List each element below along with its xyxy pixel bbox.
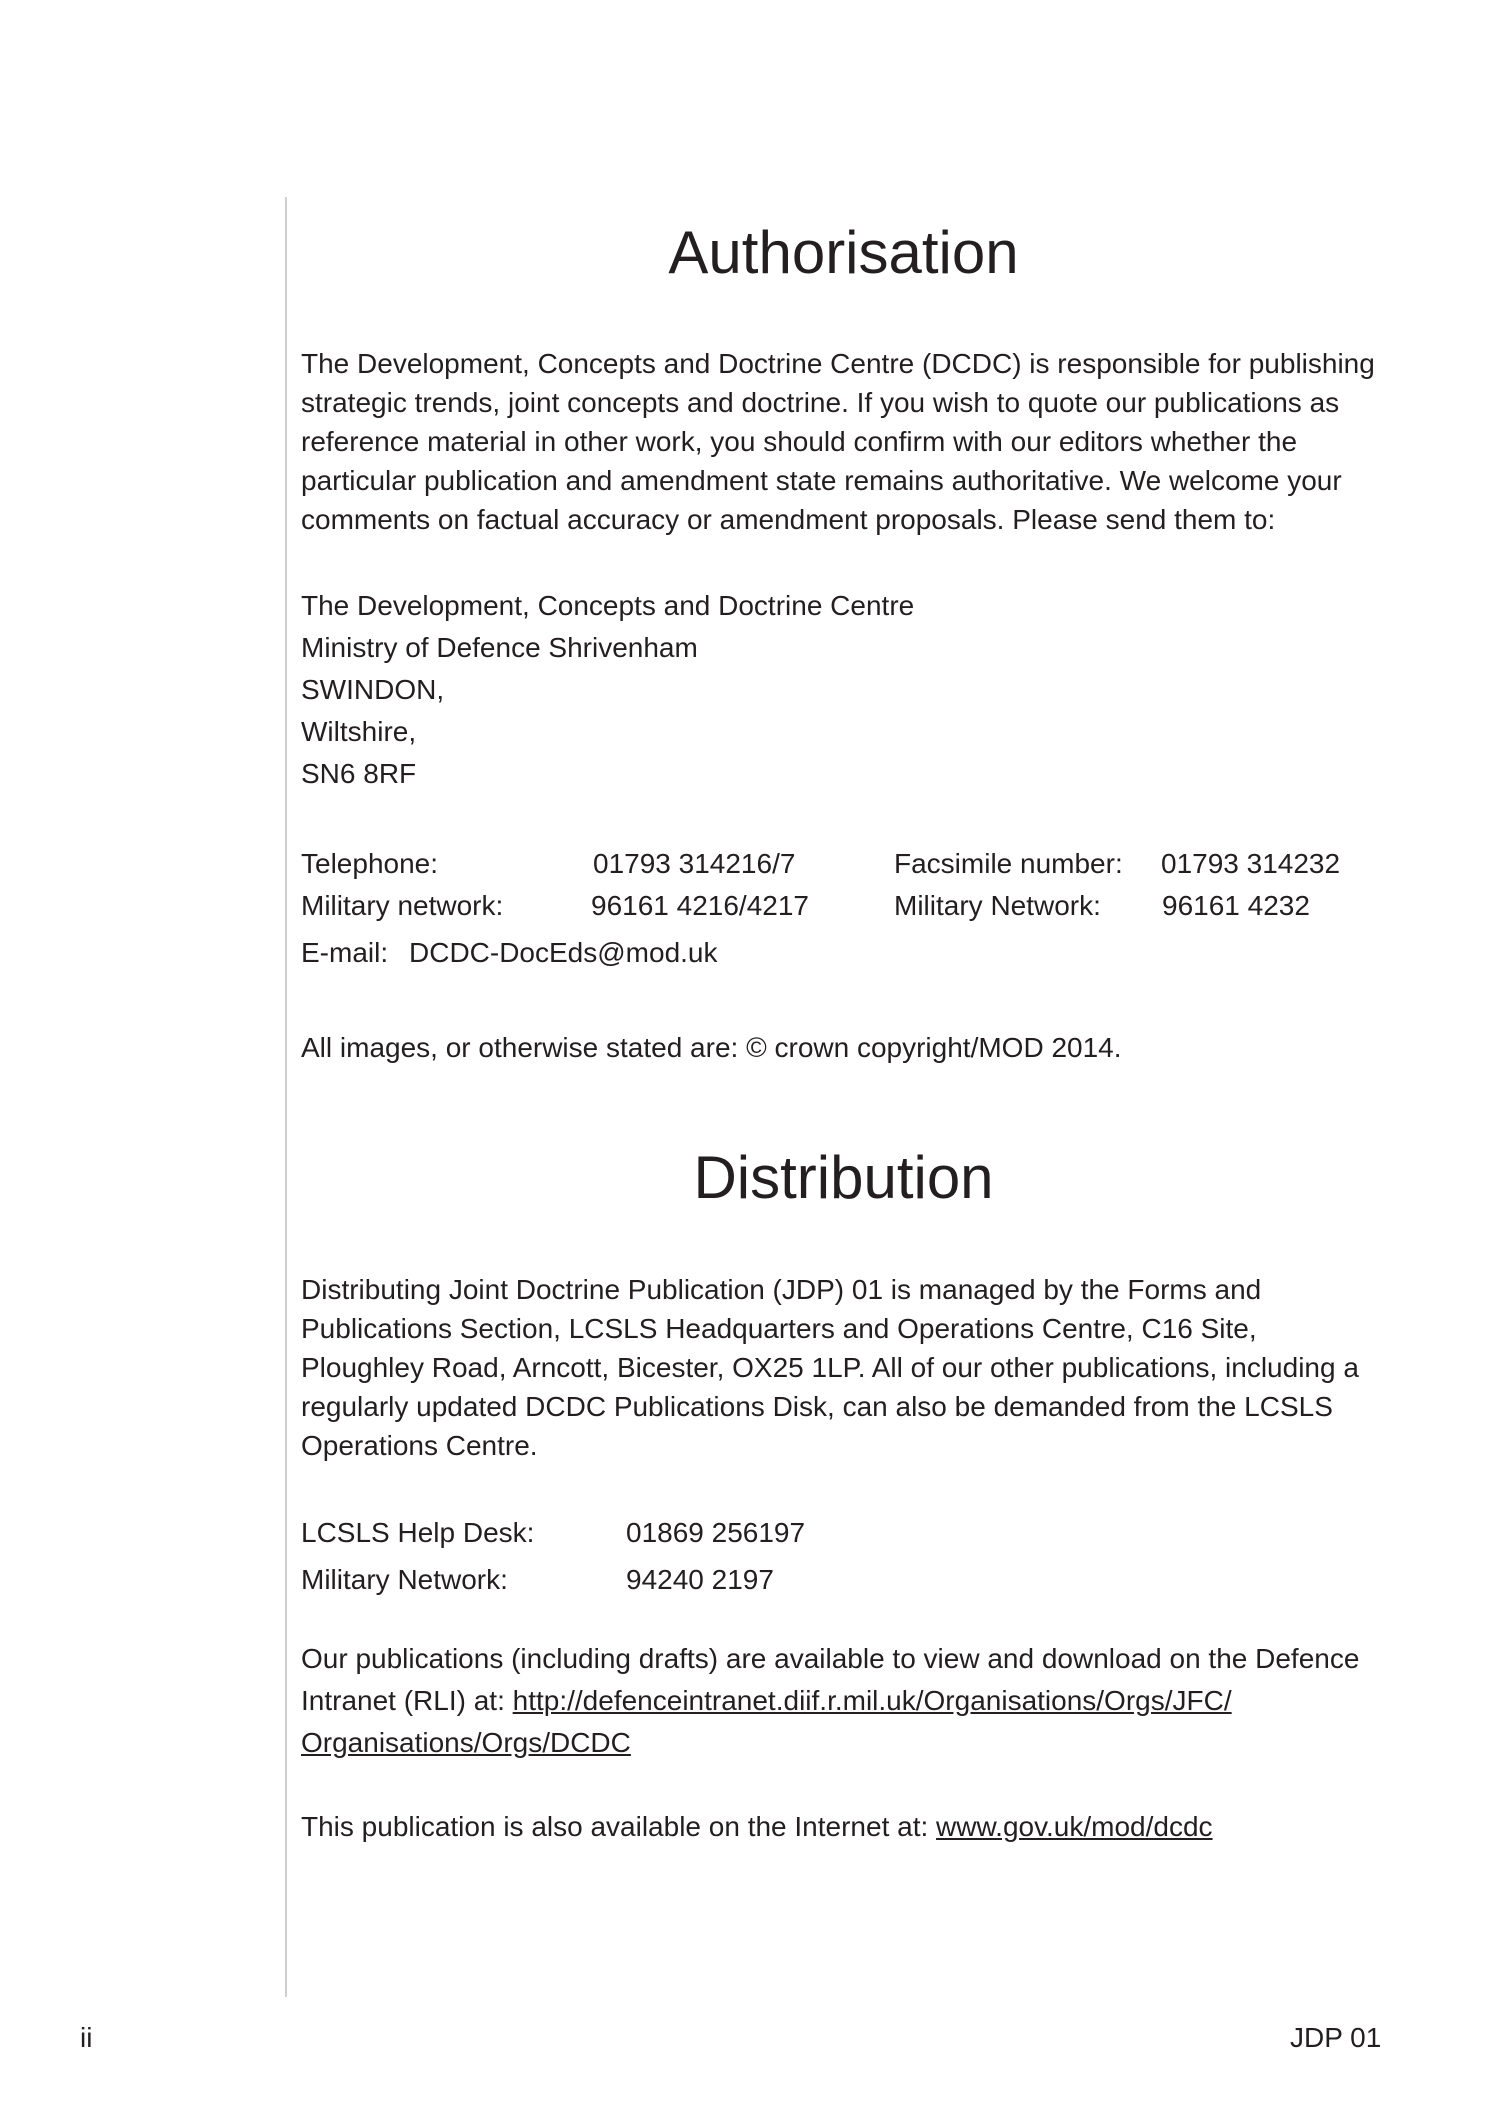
intranet-link-continued[interactable]: Organisations/Orgs/DCDC: [301, 1727, 631, 1758]
email-value: DCDC-DocEds@mod.uk: [409, 937, 718, 968]
address-line: Wiltshire,: [301, 716, 417, 747]
telephone-value: 01793 314216/7: [593, 848, 796, 879]
fax-military-value: 96161 4232: [1162, 890, 1310, 921]
intranet-text: Our publications (including drafts) are available to view and download on the Defence Intranet (RLI) at:: [301, 1643, 1360, 1716]
distribution-intro: Distributing Joint Doctrine Publication (JDP) 01 is managed by the Forms and Publications Section, LCSLS Headquarters and Operations Centre, C16 Site, Ploughley Road, Arncott, Bicester, OX25 1LP. All of our other publications, including a regularly updated DCDC Publications Disk, can also be demanded from the LCSLS Operations Centre.: [301, 1274, 1359, 1461]
distribution-heading: Distribution: [693, 1144, 994, 1211]
internet-text: This publication is also available on the Internet at:: [301, 1811, 937, 1842]
military-network-label: Military network:: [301, 890, 504, 921]
telephone-label: Telephone:: [301, 848, 439, 879]
document-id: JDP 01: [1290, 2022, 1382, 2053]
helpdesk-military-label: Military Network:: [301, 1564, 508, 1595]
fax-military-label: Military Network:: [894, 890, 1101, 921]
authorisation-heading: Authorisation: [668, 219, 1019, 286]
address-line: The Development, Concepts and Doctrine Centre: [301, 590, 915, 621]
fax-label: Facsimile number:: [894, 848, 1123, 879]
address-line: Ministry of Defence Shrivenham: [301, 632, 698, 663]
address-line: SWINDON,: [301, 674, 445, 705]
address-line: SN6 8RF: [301, 758, 417, 789]
authorisation-intro: The Development, Concepts and Doctrine Centre (DCDC) is responsible for publishing strategic trends, joint concepts and doctrine. If you wish to quote our publications as reference material in other work, you should confirm with our editors whether the particular publication and amendment state remains authoritative. We welcome your comments on factual accuracy or amendment proposals. Please send them to:: [301, 348, 1375, 535]
copyright-notice: All images, or otherwise stated are: © crown copyright/MOD 2014.: [301, 1032, 1122, 1063]
intranet-link[interactable]: http://defenceintranet.diif.r.mil.uk/Organisations/Orgs/JFC/: [512, 1685, 1232, 1716]
military-network-value: 96161 4216/4217: [591, 890, 809, 921]
margin-rule: [285, 197, 287, 1997]
internet-link[interactable]: www.gov.uk/mod/dcdc: [936, 1811, 1213, 1842]
internet-paragraph: [301, 1806, 1213, 1848]
email-label: E-mail:: [301, 937, 389, 968]
intranet-paragraph: [301, 1638, 1386, 1764]
helpdesk-value: 01869 256197: [626, 1517, 806, 1548]
page-number: ii: [80, 2022, 93, 2053]
fax-value: 01793 314232: [1161, 848, 1341, 879]
helpdesk-military-value: 94240 2197: [626, 1564, 774, 1595]
helpdesk-label: LCSLS Help Desk:: [301, 1517, 535, 1548]
